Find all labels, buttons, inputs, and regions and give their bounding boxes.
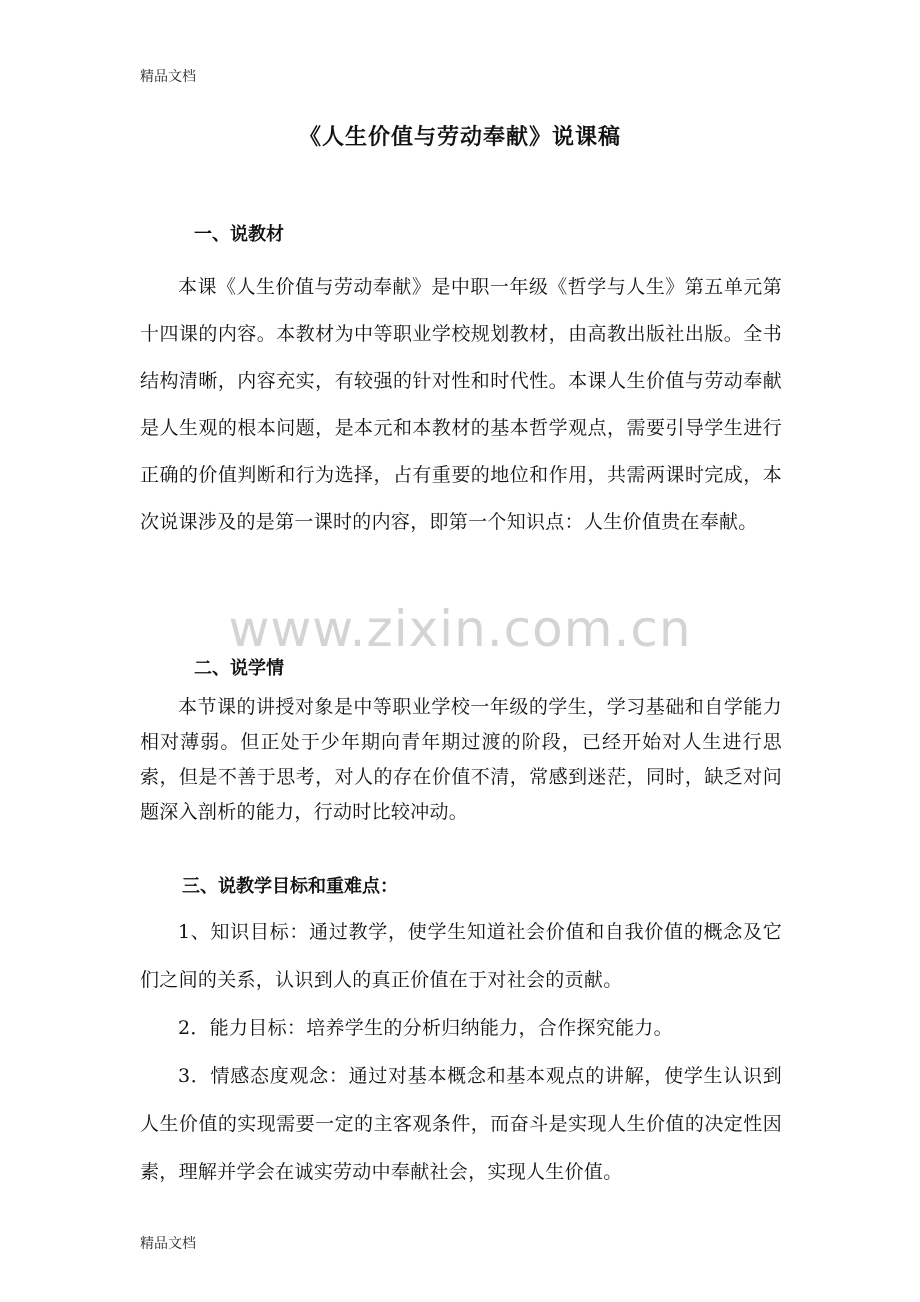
- paragraph-ability-goal: 2．能力目标：培养学生的分析归纳能力，合作探究能力。: [178, 1017, 673, 1039]
- paragraph-attitude-goal: 3．情感态度观念：通过对基本概念和基本观点的讲解，使学生认识到人生价值的实现需要一定的主客观条件，而奋斗是实现人生价值的决定性因素，理解并学会在诚实劳动中奉献社会，实现人生价值。: [140, 1065, 782, 1183]
- document-title: 《人生价值与劳动奉献》说课稿: [298, 124, 621, 150]
- paragraph: 本课《人生价值与劳动奉献》是中职一年级《哲学与人生》第五单元第十四课的内容。本教材为中等职业学校规划教材，由高教出版社出版。全书结构清晰，内容充实，有较强的针对性和时代性。本课人生价值与劳动奉献是人生观的根本问题，是本元和本教材的基本哲学观点，需要引导学生进行正确的价值判断和行为选择，占有重要的地位和作用，共需两课时完成，本次说课涉及的是第一课时的内容，即第一个知识点：人生价值贵在奉献。: [140, 276, 782, 533]
- section-heading-objectives: 三、说教学目标和重难点：: [182, 876, 398, 897]
- section-body-textbook: [140, 264, 782, 546]
- watermark: www.zixin.com.cn: [228, 600, 692, 658]
- paragraph: 本节课的讲授对象是中等职业学校一年级的学生，学习基础和自学能力相对薄弱。但正处于少年期向青年期过渡的阶段，已经开始对人生进行思索，但是不善于思考，对人的存在价值不清，常感到迷茫，同时，缺乏对问题深入剖析的能力，行动时比较冲动。: [140, 696, 782, 823]
- paragraph-knowledge-goal: 1、知识目标：通过教学，使学生知道社会价值和自我价值的概念及它们之间的关系，认识到人的真正价值在于对社会的贡献。: [140, 921, 782, 991]
- section-body-students: [140, 690, 782, 830]
- page-footer-mark: 精品文档: [140, 1236, 196, 1252]
- section-heading-students: 二、说学情: [194, 658, 284, 679]
- section-body-objectives: [140, 908, 782, 1196]
- section-heading-textbook: 一、说教材: [194, 224, 284, 245]
- page-header-mark: 精品文档: [140, 69, 196, 85]
